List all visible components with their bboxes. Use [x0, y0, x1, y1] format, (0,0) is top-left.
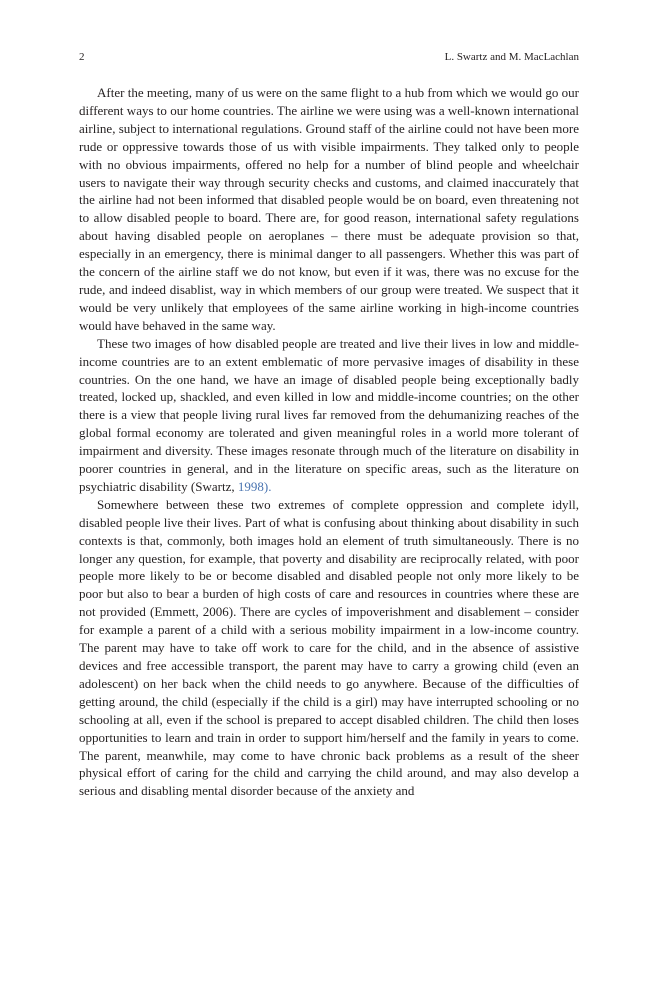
running-head [79, 50, 579, 64]
running-head-authors: L. Swartz and M. MacLachlan [444, 51, 579, 63]
paragraph-2-text: These two images of how disabled people are treated and live their lives in low and middle-income countries are to an extent emblematic of more pervasive images of disability in these countries. On the one hand, we have an image of disabled people being exceptionally badly treated, locked up, shackled, and even killed in low and middle-income countries; on the other there is a view that people living rural lives far removed from the dehumanizing reaches of the global formal economy are tolerated and given meaningful roles in a world more tolerant of impairment and diversity. These images resonate through much of the literature on disability in poorer countries in general, and in the literature on specific areas, such as the literature on psychiatric disability (Swartz, [79, 335, 579, 494]
book-page [79, 50, 579, 800]
page-number: 2 [79, 51, 85, 63]
paragraph-2 [79, 335, 579, 496]
citation-link-1998[interactable]: 1998). [237, 478, 272, 494]
paragraph-1: After the meeting, many of us were on the same flight to a hub from which we would go our different ways to our home countries. The airline we were using was a well-known international airline, subject to international regulations. Ground staff of the airline could not have been more rude or oppressive towards those of us with visible impairments. They talked only to people with no obvious impairments, offered no help for a number of blind people and wheelchair users to navigate their way through security checks and customs, and claimed inaccurately that the airline had not been informed that disabled people would be on board, even threatening not to allow disabled people to board. There are, for good reason, international safety regulations about having disabled people on aeroplanes – there must be adequate provision so that, especially in an emergency, there is minimal danger to all passengers. Whether this was part of the concern of the airline staff we do not know, but even if it was, there was no excuse for the rude, and indeed disablist, way in which members of our group were treated. We suspect that it would be very unlikely that employees of the same airline working in high-income countries would have behaved in the same way. [79, 85, 579, 333]
paragraph-3: Somewhere between these two extremes of complete oppression and complete idyll, disabled people live their lives. Part of what is confusing about thinking about disability in such contexts is that, commonly, both images hold an element of truth simultaneously. There is no longer any question, for example, that poverty and disability are reciprocally related, with poor people more likely to be or become disabled and disabled people not only more likely to be poor but also to bear a burden of high costs of care and resources in countries where these are not provided (Emmett, 2006). There are cycles of impoverishment and disablement – consider for example a parent of a child with a serious mobility impairment in a low-income country. The parent may have to take off work to care for the child, and in the absence of assistive devices and free accessible transport, the parent may have to carry a growing child (even an adolescent) on her back when the child needs to go anywhere. Because of the difficulties of getting around, the child (especially if the child is a girl) may have interrupted schooling or no schooling at all, even if the school is prepared to accept disabled children. The child then loses opportunities to learn and train in order to support him/herself and the family in years to come. The parent, meanwhile, may come to have chronic back problems as a result of the sheer physical effort of caring for the child and carrying the child around, and may also develop a serious and disabling mental disorder because of the anxiety and [79, 496, 579, 799]
